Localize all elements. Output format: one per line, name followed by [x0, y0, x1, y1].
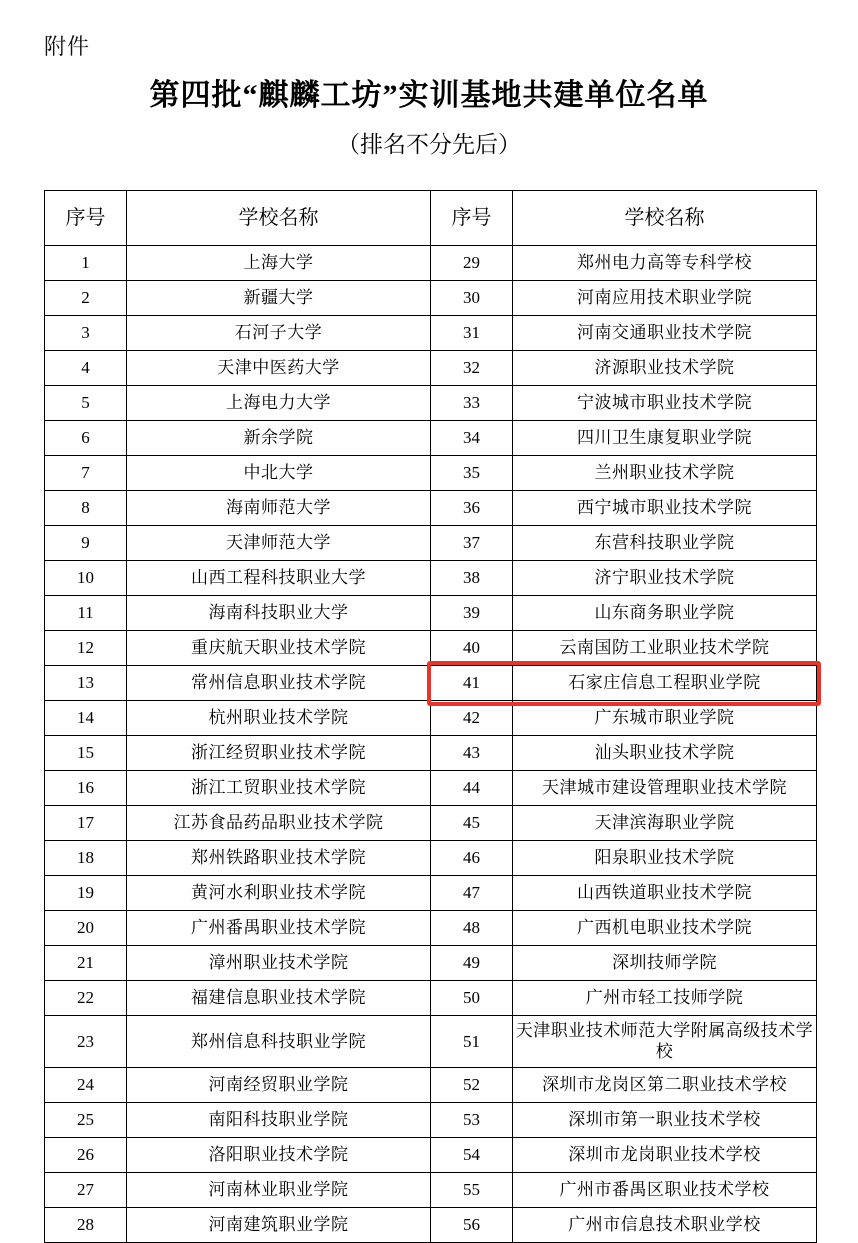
table-header-row [45, 191, 817, 246]
row-name-right: 深圳市龙岗职业技术学校 [513, 1137, 817, 1172]
row-name-left: 河南建筑职业学院 [127, 1207, 431, 1242]
row-name-left: 石河子大学 [127, 316, 431, 351]
row-name-right: 济宁职业技术学院 [513, 561, 817, 596]
row-name-left: 洛阳职业技术学院 [127, 1137, 431, 1172]
table-row [45, 316, 817, 351]
table-row [45, 1207, 817, 1242]
row-num-left: 6 [45, 421, 127, 456]
attachment-label: 附件 [44, 34, 91, 59]
table-row [45, 526, 817, 561]
row-name-right: 广州市轻工技师学院 [513, 981, 817, 1016]
unit-list-table-wrapper [44, 190, 816, 1243]
table-row [45, 946, 817, 981]
row-name-right: 西宁城市职业技术学院 [513, 491, 817, 526]
row-num-left: 12 [45, 631, 127, 666]
row-num-left: 5 [45, 386, 127, 421]
table-row [45, 1067, 817, 1102]
table-row [45, 876, 817, 911]
row-num-right: 45 [431, 806, 513, 841]
table-row [45, 1137, 817, 1172]
row-name-left: 浙江工贸职业技术学院 [127, 771, 431, 806]
row-num-left: 23 [45, 1016, 127, 1068]
row-num-right: 51 [431, 1016, 513, 1068]
row-name-right: 河南应用技术职业学院 [513, 281, 817, 316]
table-row [45, 491, 817, 526]
row-name-left: 新疆大学 [127, 281, 431, 316]
row-name-right: 济源职业技术学院 [513, 351, 817, 386]
row-num-right: 41 [431, 666, 513, 701]
column-header-name-left: 学校名称 [127, 191, 431, 246]
row-num-left: 7 [45, 456, 127, 491]
row-name-left: 天津师范大学 [127, 526, 431, 561]
row-num-left: 16 [45, 771, 127, 806]
column-header-num-left: 序号 [45, 191, 127, 246]
row-num-left: 26 [45, 1137, 127, 1172]
row-name-left: 上海电力大学 [127, 386, 431, 421]
row-name-left: 海南科技职业大学 [127, 596, 431, 631]
row-name-right: 广州市番禺区职业技术学校 [513, 1172, 817, 1207]
row-name-right: 阳泉职业技术学院 [513, 841, 817, 876]
row-name-left: 常州信息职业技术学院 [127, 666, 431, 701]
row-num-left: 4 [45, 351, 127, 386]
row-name-left: 河南经贸职业学院 [127, 1067, 431, 1102]
row-num-left: 14 [45, 701, 127, 736]
table-row [45, 701, 817, 736]
row-name-right: 天津城市建设管理职业技术学院 [513, 771, 817, 806]
table-row [45, 841, 817, 876]
row-num-right: 46 [431, 841, 513, 876]
row-num-right: 38 [431, 561, 513, 596]
row-num-left: 18 [45, 841, 127, 876]
row-name-right: 天津职业技术师范大学附属高级技术学校 [513, 1016, 817, 1068]
row-num-right: 52 [431, 1067, 513, 1102]
row-name-right: 广东城市职业学院 [513, 701, 817, 736]
row-name-right: 广西机电职业技术学院 [513, 911, 817, 946]
row-name-right: 东营科技职业学院 [513, 526, 817, 561]
table-row [45, 351, 817, 386]
row-num-right: 34 [431, 421, 513, 456]
row-name-left: 黄河水利职业技术学院 [127, 876, 431, 911]
row-num-left: 27 [45, 1172, 127, 1207]
row-num-right: 49 [431, 946, 513, 981]
row-name-right: 深圳技师学院 [513, 946, 817, 981]
row-name-left: 浙江经贸职业技术学院 [127, 736, 431, 771]
row-num-right: 33 [431, 386, 513, 421]
row-num-right: 30 [431, 281, 513, 316]
row-name-right: 郑州电力高等专科学校 [513, 246, 817, 281]
row-num-left: 1 [45, 246, 127, 281]
page-title: 第四批“麒麟工坊”实训基地共建单位名单 [149, 79, 709, 112]
table-row [45, 386, 817, 421]
row-name-left: 漳州职业技术学院 [127, 946, 431, 981]
row-name-left: 重庆航天职业技术学院 [127, 631, 431, 666]
table-row [45, 806, 817, 841]
table-row [45, 596, 817, 631]
row-name-right: 山东商务职业学院 [513, 596, 817, 631]
row-name-right: 深圳市龙岗区第二职业技术学校 [513, 1067, 817, 1102]
table-row [45, 631, 817, 666]
table-row [45, 1102, 817, 1137]
row-name-left: 新余学院 [127, 421, 431, 456]
row-name-left: 郑州信息科技职业学院 [127, 1016, 431, 1068]
row-name-right: 汕头职业技术学院 [513, 736, 817, 771]
row-num-left: 25 [45, 1102, 127, 1137]
table-row [45, 246, 817, 281]
table-body [45, 246, 817, 1243]
row-num-right: 56 [431, 1207, 513, 1242]
row-name-right: 河南交通职业技术学院 [513, 316, 817, 351]
row-num-left: 17 [45, 806, 127, 841]
row-name-right: 天津滨海职业学院 [513, 806, 817, 841]
row-name-right: 兰州职业技术学院 [513, 456, 817, 491]
row-num-right: 47 [431, 876, 513, 911]
row-name-left: 福建信息职业技术学院 [127, 981, 431, 1016]
unit-list-table [44, 190, 817, 1243]
row-num-left: 8 [45, 491, 127, 526]
row-num-right: 54 [431, 1137, 513, 1172]
row-name-left: 郑州铁路职业技术学院 [127, 841, 431, 876]
row-name-right: 石家庄信息工程职业学院 [513, 666, 817, 701]
table-row [45, 736, 817, 771]
table-row [45, 456, 817, 491]
row-num-right: 32 [431, 351, 513, 386]
row-name-left: 山西工程科技职业大学 [127, 561, 431, 596]
row-num-left: 15 [45, 736, 127, 771]
row-name-left: 河南林业职业学院 [127, 1172, 431, 1207]
row-name-left: 中北大学 [127, 456, 431, 491]
row-name-left: 上海大学 [127, 246, 431, 281]
row-num-left: 22 [45, 981, 127, 1016]
row-num-right: 31 [431, 316, 513, 351]
table-row [45, 421, 817, 456]
row-name-right: 宁波城市职业技术学院 [513, 386, 817, 421]
row-num-left: 21 [45, 946, 127, 981]
row-num-right: 29 [431, 246, 513, 281]
table-row [45, 771, 817, 806]
row-num-left: 11 [45, 596, 127, 631]
row-num-right: 40 [431, 631, 513, 666]
row-name-right: 山西铁道职业技术学院 [513, 876, 817, 911]
row-name-left: 南阳科技职业学院 [127, 1102, 431, 1137]
row-num-left: 20 [45, 911, 127, 946]
row-num-left: 19 [45, 876, 127, 911]
row-name-left: 广州番禺职业技术学院 [127, 911, 431, 946]
row-num-right: 42 [431, 701, 513, 736]
row-num-right: 37 [431, 526, 513, 561]
row-num-left: 2 [45, 281, 127, 316]
row-name-right: 深圳市第一职业技术学校 [513, 1102, 817, 1137]
row-name-right: 广州市信息技术职业学校 [513, 1207, 817, 1242]
row-name-left: 天津中医药大学 [127, 351, 431, 386]
row-num-right: 55 [431, 1172, 513, 1207]
table-row [45, 666, 817, 701]
row-num-right: 36 [431, 491, 513, 526]
table-row [45, 281, 817, 316]
row-num-left: 28 [45, 1207, 127, 1242]
row-name-right: 四川卫生康复职业学院 [513, 421, 817, 456]
row-num-right: 43 [431, 736, 513, 771]
table-row [45, 1016, 817, 1068]
table-row [45, 1172, 817, 1207]
row-num-right: 50 [431, 981, 513, 1016]
column-header-name-right: 学校名称 [513, 191, 817, 246]
row-name-left: 江苏食品药品职业技术学院 [127, 806, 431, 841]
row-name-right: 云南国防工业职业技术学院 [513, 631, 817, 666]
page-subtitle: （排名不分先后） [337, 132, 521, 157]
column-header-num-right: 序号 [431, 191, 513, 246]
row-num-left: 3 [45, 316, 127, 351]
table-row [45, 981, 817, 1016]
row-num-left: 9 [45, 526, 127, 561]
row-num-right: 39 [431, 596, 513, 631]
row-num-right: 35 [431, 456, 513, 491]
table-row [45, 911, 817, 946]
row-num-left: 13 [45, 666, 127, 701]
row-name-left: 海南师范大学 [127, 491, 431, 526]
table-row [45, 561, 817, 596]
row-num-left: 24 [45, 1067, 127, 1102]
row-num-right: 53 [431, 1102, 513, 1137]
row-num-left: 10 [45, 561, 127, 596]
row-num-right: 44 [431, 771, 513, 806]
row-num-right: 48 [431, 911, 513, 946]
row-name-left: 杭州职业技术学院 [127, 701, 431, 736]
